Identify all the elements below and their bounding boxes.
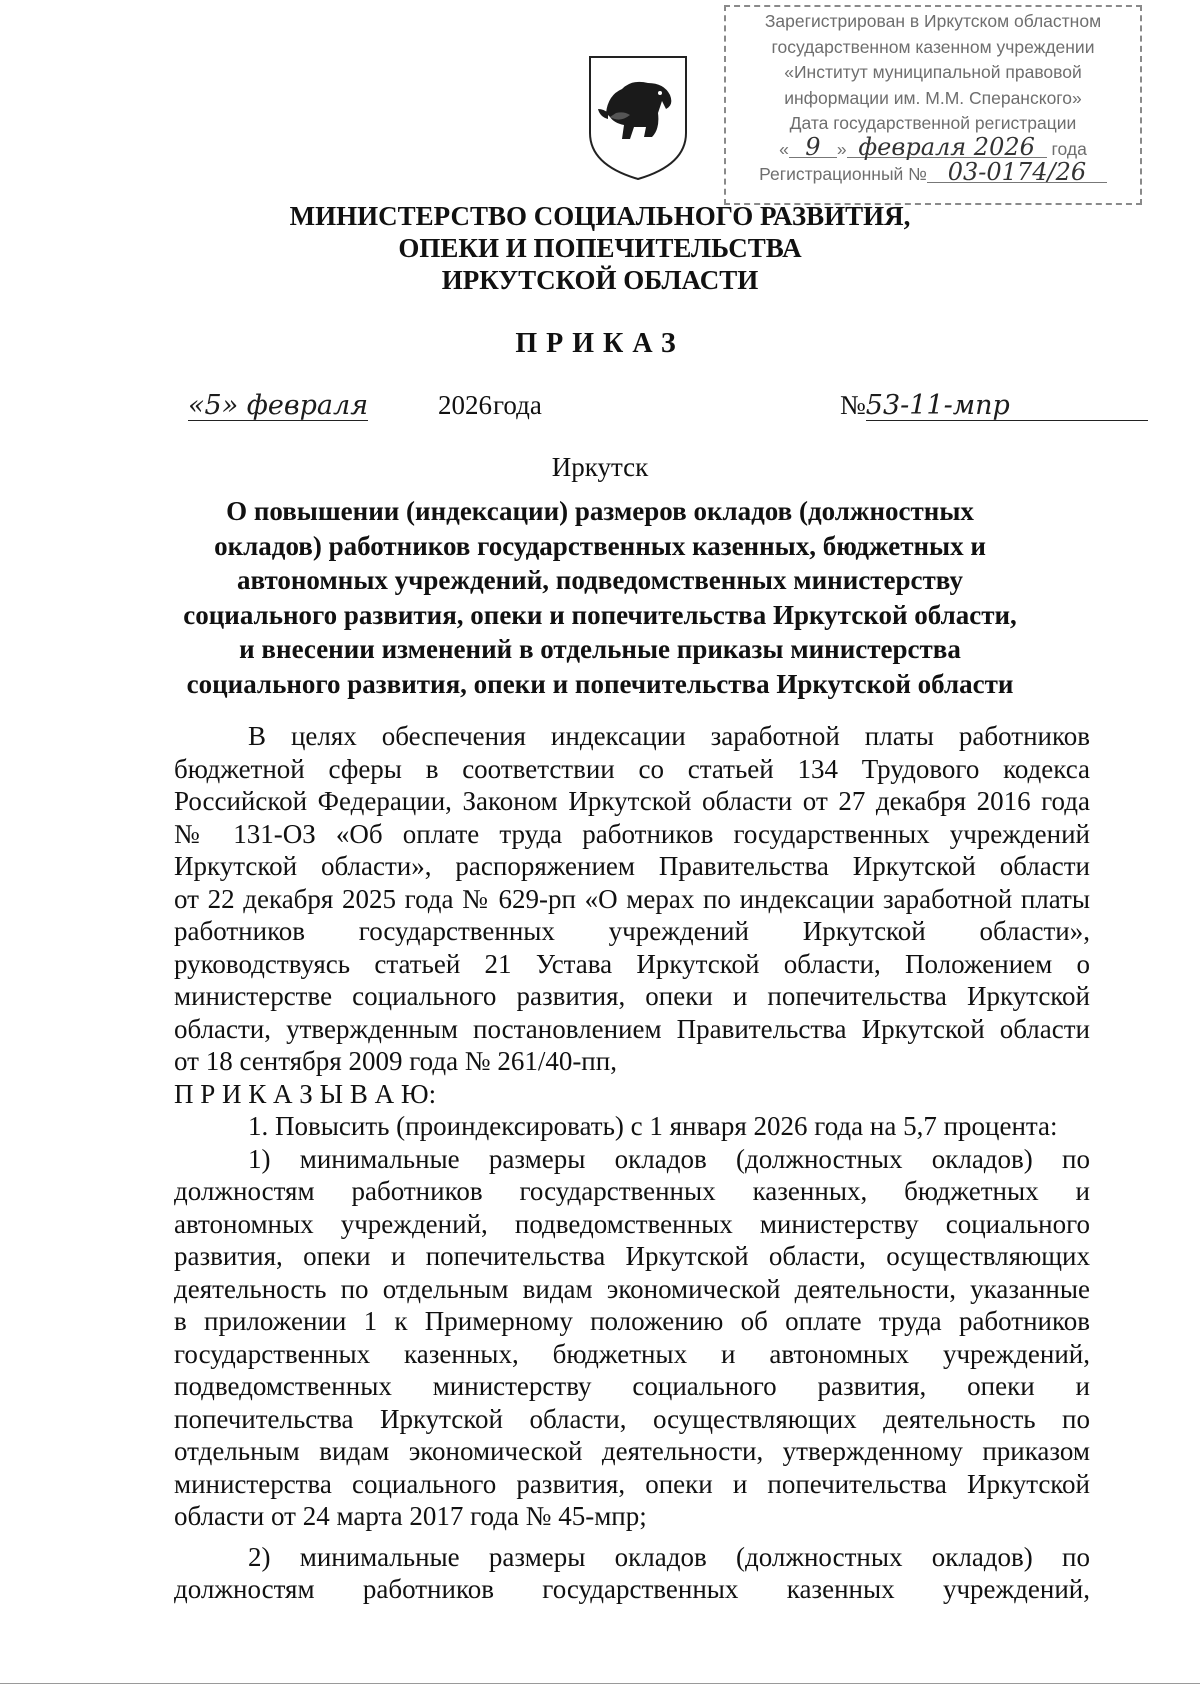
body-line: подведомственных министерству социального развития, опеки и — [174, 1371, 1090, 1401]
body-line: автономных учреждений, подведомственных министерству социального — [174, 1208, 1090, 1239]
stamp-registration-date: « 9 » февраля 2026 года — [779, 132, 1087, 161]
body-line: государственных казенных, бюджетных и автономных учреждений, — [174, 1338, 1090, 1369]
ministry-line: ОПЕКИ И ПОПЕЧИТЕЛЬСТВА — [398, 233, 802, 263]
page-bottom-rule — [0, 1683, 1200, 1684]
body-line: министерстве социального развития, опеки и попечительства Иркутской — [174, 981, 1090, 1011]
stamp-line: государственном казенном учреждении — [771, 36, 1095, 57]
order-date — [188, 390, 368, 421]
stamp-date-month-year: февраля 2026 — [847, 137, 1047, 158]
body-line: от 22 декабря 2025 года № 629-рп «О мерах по индексации заработной платы — [174, 883, 1090, 914]
ministry-name — [0, 200, 1200, 296]
body-line: бюджетной сферы в соответствии со статьей 134 Трудового кодекса — [174, 753, 1090, 784]
body-line: Российской Федерации, Законом Иркутской области от 27 декабря 2016 года — [174, 786, 1090, 816]
body-line: должностям работников государственных казенных учреждений, — [174, 1574, 1090, 1604]
order-number-handwritten: 53-11-мпр — [866, 392, 1148, 421]
ministry-line: МИНИСТЕРСТВО СОЦИАЛЬНОГО РАЗВИТИЯ, — [289, 201, 911, 231]
body-line: в приложении 1 к Примерному положению об оплате труда работников — [174, 1306, 1090, 1336]
body-line: должностям работников государственных казенных, бюджетных и — [174, 1176, 1090, 1206]
body-line: попечительства Иркутской области, осуществляющих деятельность по — [174, 1403, 1090, 1434]
body-line: работников государственных учреждений Иркутской области», — [174, 916, 1090, 946]
body-line: от 18 сентября 2009 года № 261/40-пп, — [174, 1046, 617, 1076]
body-line: развития, опеки и попечительства Иркутской области, осуществляющих — [174, 1241, 1090, 1271]
body-line: области, утвержденным постановлением Правительства Иркутской области — [174, 1013, 1090, 1044]
body-line: министерства социального развития, опеки и попечительства Иркутской — [174, 1468, 1090, 1499]
body-line: 2) минимальные размеры окладов (должностных окладов) по — [248, 1541, 1090, 1572]
title-line: окладов) работников государственных казенных, бюджетных и — [214, 530, 986, 561]
order-date-handwritten: «5» февраля — [188, 390, 369, 421]
stamp-line: Дата государственной регистрации — [789, 113, 1077, 133]
body-line: отдельным видам экономической деятельности, утвержденному приказом — [174, 1436, 1090, 1466]
title-line: автономных учреждений, подведомственных министерству — [237, 565, 963, 595]
body-line: области от 24 марта 2017 года № 45-мпр; — [174, 1501, 647, 1531]
order-year: 2026 — [438, 390, 492, 420]
body-line: 1) минимальные размеры окладов (должностных окладов) по — [248, 1143, 1090, 1174]
ministry-line: ИРКУТСКОЙ ОБЛАСТИ — [441, 265, 759, 295]
body-line: № 131-ОЗ «Об оплате труда работников государственных учреждений — [174, 818, 1090, 849]
clause-1: 1. Повысить (проиндексировать) с 1 января 2026 года на 5,7 процента: — [248, 1111, 1058, 1141]
title-line: О повышении (индексации) размеров окладов (должностных — [226, 496, 974, 526]
city-name: Иркутск — [551, 452, 649, 482]
stamp-line: «Институт муниципальной правовой — [784, 62, 1082, 82]
stamp-registration-number: Регистрационный № 03-0174/26 — [726, 162, 1140, 188]
stamp-line: информации им. М.М. Сперанского» — [784, 87, 1082, 108]
order-year-word: года — [493, 390, 542, 420]
title-line: социального развития, опеки и попечительства Иркутской области — [186, 668, 1014, 699]
title-line: и внесении изменений в отдельные приказы министерства — [239, 634, 961, 664]
order-number — [840, 390, 1148, 421]
document-type-heading: ПРИКАЗ — [515, 328, 685, 359]
order-number-label: № — [840, 390, 866, 420]
stamp-reg-number-value: 03-0174/26 — [927, 162, 1107, 183]
body-line: руководствуясь статьей 21 Устава Иркутской области, Положением о — [174, 948, 1090, 979]
body-line: Иркутской области», распоряжением Правительства Иркутской области — [174, 851, 1090, 881]
irkutsk-coat-of-arms-icon — [586, 53, 690, 183]
order-body — [174, 720, 1090, 1606]
title-line: социального развития, опеки и попечительства Иркутской области, — [183, 599, 1017, 630]
stamp-line: Зарегистрирован в Иркутском областном — [764, 11, 1102, 31]
order-title — [150, 494, 1050, 701]
registration-stamp — [724, 5, 1142, 205]
stamp-date-day: 9 — [789, 137, 837, 158]
order-date-number-line — [0, 390, 1200, 430]
order-command: П Р И К А З Ы В А Ю: — [174, 1078, 437, 1109]
body-line: деятельность по отдельным видам экономической деятельности, указанные — [174, 1273, 1090, 1304]
body-line: В целях обеспечения индексации заработной платы работников — [248, 721, 1090, 751]
